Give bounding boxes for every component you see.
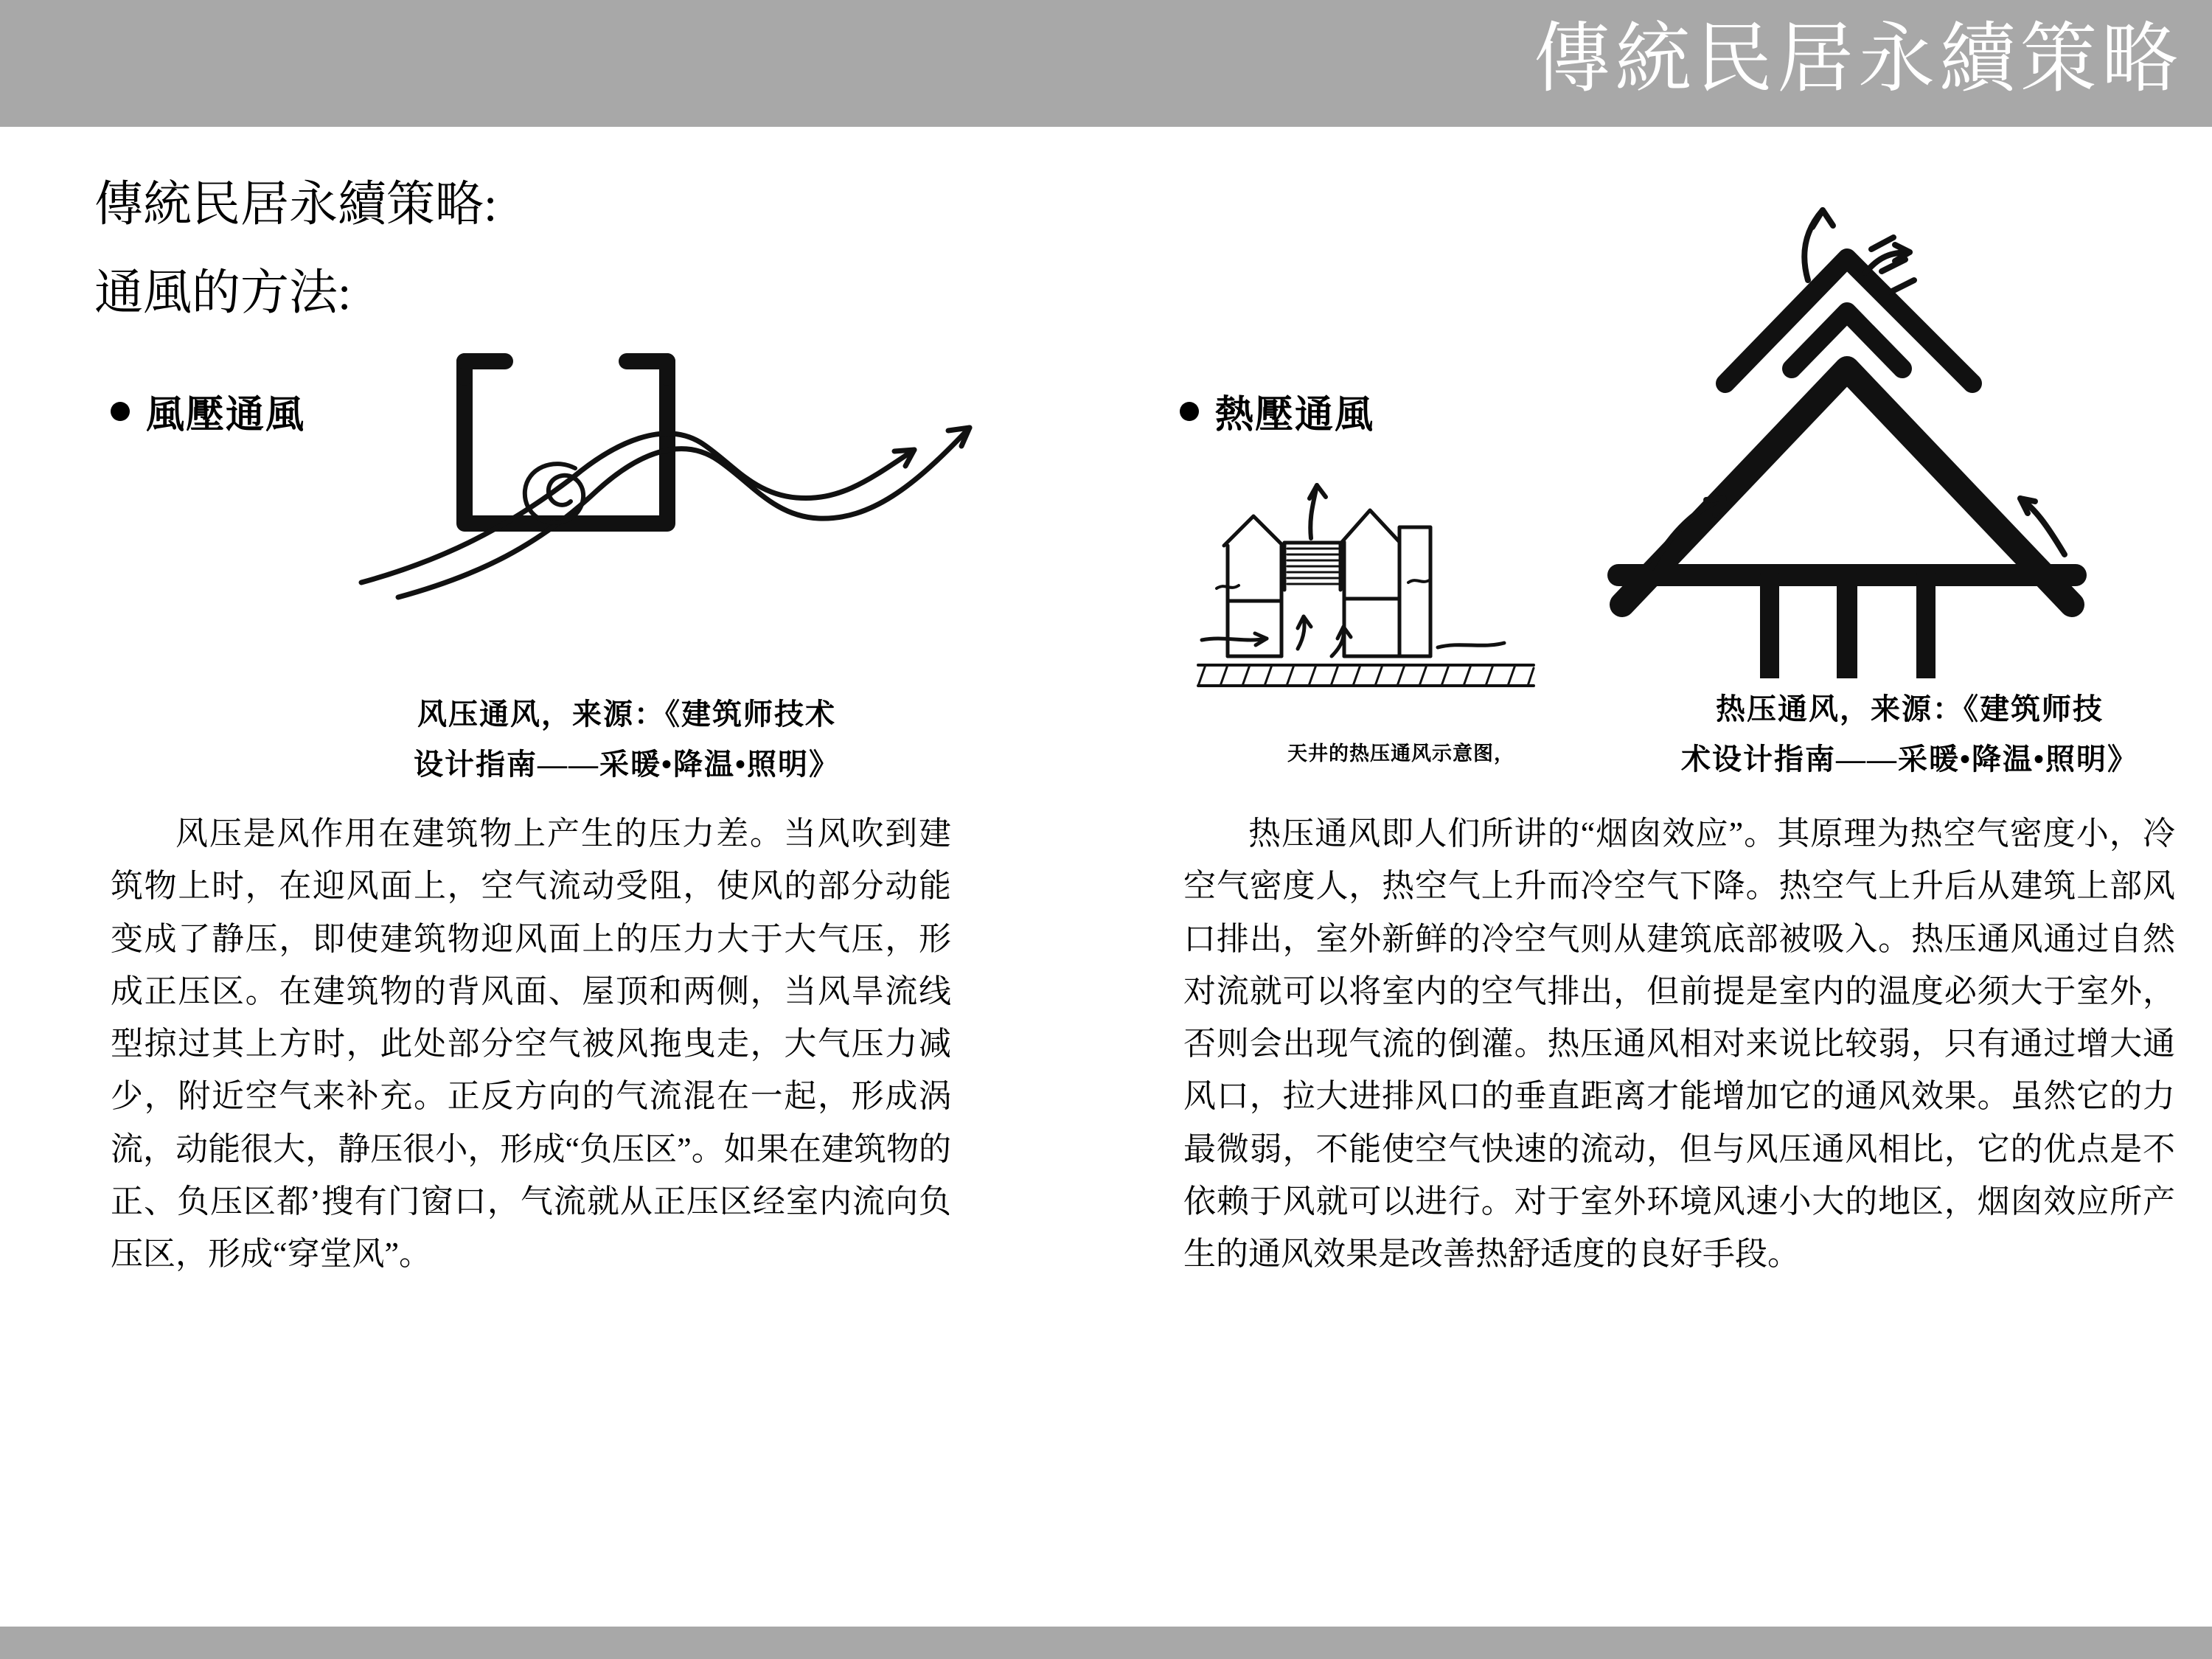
- right-small-caption: 天井的热压通风示意图，: [1287, 742, 1514, 765]
- courtyard-stack-effect-sketch: [1187, 472, 1571, 715]
- page-title-line-1: 傳統民居永續策略:: [94, 178, 498, 232]
- left-figure-caption: [288, 689, 966, 790]
- right-caption-line-1: 热压通风，来源：《建筑师技: [1716, 692, 2104, 726]
- right-bullet-label: 熱壓通風: [1215, 394, 1375, 437]
- footer-band: [0, 1627, 2212, 1659]
- bullet-dot-icon: [1180, 402, 1199, 421]
- wind-pressure-ventilation-diagram: [354, 339, 1077, 649]
- right-figure-caption: [1637, 684, 2183, 785]
- page-title-line-2: 通風的方法:: [94, 266, 352, 320]
- left-caption-line-2: 设计指南——采暖•降温•照明》: [413, 748, 840, 781]
- header-title: 傳統民居永續策略: [1533, 17, 2183, 102]
- left-body-paragraph: 风压是风作用在建筑物上产生的压力差。当风吹到建筑物上时，在迎风面上，空气流动受阻，使风的部分动能变成了静压，即使建筑物迎风面上的压力大于大气压，形成正压区。在建筑物的背风面、屋顶和两侧，当风旱流线型掠过其上方时，此处部分空气被风拖曳走，大气压力减少，附近空气来补充。正反方向的气流混在一起，形成涡流，动能很大，静压很小，形成“负压区”。如果在建筑物的正、负压区都’搜有门窗口，气流就从正压区经室内流向负压区，形成“穿堂风”。: [111, 815, 951, 1273]
- right-body-paragraph: 热压通风即人们所讲的“烟囱效应”。其原理为热空气密度小，冷空气密度人，热空气上升而冷空气下降。热空气上升后从建筑上部风口排出，室外新鲜的冷空气则从建筑底部被吸入。热压通风通过自然对流就可以将室内的空气排出，但前提是室内的温度必须大于室外，否则会出现气流的倒灌。热压通风相对来说比较弱，只有通过增大通风口，拉大进排风口的垂直距离才能增加它的通风效果。虽然它的力最微弱，不能使空气快速的流动，但与风压通风相比，它的优点是不依赖于风就可以进行。对于室外环境风速小大的地区，烟囱效应所产生的通风效果是改善热舒适度的良好手段。: [1183, 815, 2175, 1273]
- left-bullet-label: 風壓通風: [146, 394, 306, 437]
- bullet-dot-icon: [111, 402, 130, 421]
- left-bullet-row: [111, 383, 305, 439]
- right-caption-line-2: 术设计指南——采暖•降温•照明》: [1680, 742, 2138, 776]
- roof-stack-effect-diagram: [1548, 59, 2197, 678]
- right-bullet-row: [1180, 383, 1374, 439]
- left-caption-line-1: 风压通风，来源：《建筑师技术: [417, 698, 836, 731]
